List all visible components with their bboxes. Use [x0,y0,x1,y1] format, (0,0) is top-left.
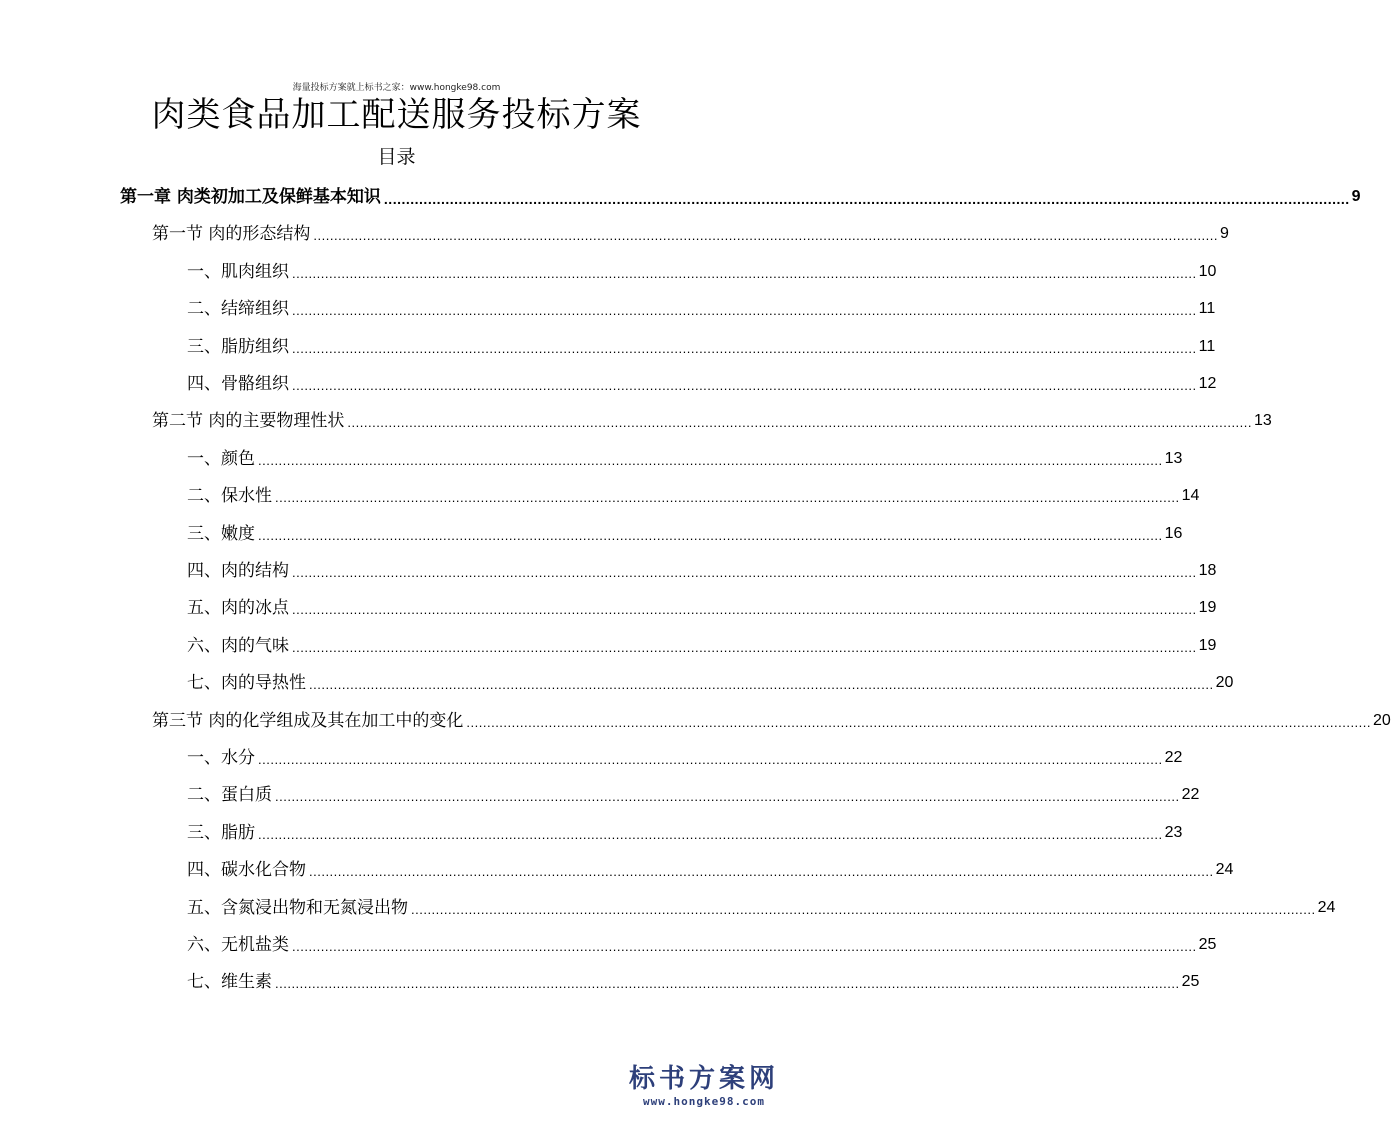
toc-entry-page-number: 14 [1181,487,1200,505]
toc-entry-label: 五、肉的冰点 [187,598,289,619]
toc-entry[interactable] [187,552,1217,582]
toc-entry-label: 一、颜色 [187,448,255,469]
toc-entry-page-number: 19 [1198,636,1217,654]
toc-entry[interactable] [152,702,1391,732]
document-title: 肉类食品加工配送服务投标方案 [151,95,642,135]
header-note: 海量投标方案就上标书之家：www.hongke98.com [292,83,501,93]
toc-entry-label: 三、嫩度 [187,523,255,544]
toc-dot-leader: ............................................................................................................................................................................................................................ [309,677,1214,693]
watermark-brand: 标书方案网 [629,1064,780,1094]
toc-entry-page-number: 11 [1198,337,1216,355]
toc-entry-page-number: 19 [1198,599,1217,617]
toc-entry-label: 三、脂肪组织 [187,336,289,357]
toc-dot-leader: ............................................................................................................................................................................................................................ [258,826,1163,842]
toc-dot-leader: ............................................................................................................................................................................................................................ [292,639,1197,655]
toc-entry[interactable] [187,963,1200,993]
toc-entry-label: 七、维生素 [187,972,272,993]
toc-entry[interactable] [187,365,1217,395]
toc-entry-label: 六、肉的气味 [187,635,289,656]
toc-entry-page-number: 24 [1317,898,1336,916]
toc-dot-leader: ............................................................................................................................................................................................................................ [258,752,1163,767]
toc-dot-leader: ............................................................................................................................................................................................................................ [466,714,1372,730]
toc-dot-leader: ............................................................................................................................................................................................................................ [275,490,1180,506]
toc-entry[interactable] [187,589,1217,619]
toc-entry-label: 一、水分 [187,748,255,768]
toc-entry[interactable] [187,253,1217,283]
toc-entry-label: 二、保水性 [187,486,272,507]
toc-entry[interactable] [120,178,1361,208]
toc-entry[interactable] [187,627,1217,657]
toc-entry-page-number: 9 [1351,188,1361,205]
toc-entry-page-number: 25 [1198,936,1217,953]
toc-dot-leader: ............................................................................................................................................................................................................................ [292,340,1197,356]
toc-dot-leader: ............................................................................................................................................................................................................................ [292,378,1197,393]
toc-dot-leader: ............................................................................................................................................................................................................................ [313,228,1219,244]
toc-dot-leader: ............................................................................................................................................................................................................................ [258,452,1163,468]
toc-entry-page-number: 12 [1198,375,1217,392]
toc-entry-label: 五、含氮浸出物和无氮浸出物 [187,897,408,918]
watermark-url: www.hongke98.com [643,1095,765,1108]
toc-entry-page-number: 20 [1373,711,1391,729]
toc-entry-page-number: 13 [1164,449,1183,467]
toc-dot-leader: ............................................................................................................................................................................................................................ [292,265,1197,281]
toc-entry-page-number: 11 [1198,300,1216,318]
toc-entry-label: 第三节 肉的化学组成及其在加工中的变化 [152,710,464,731]
toc-entry-label: 第一章 肉类初加工及保鲜基本知识 [120,187,381,207]
toc-entry-page-number: 16 [1164,524,1183,542]
toc-entry-label: 一、肌肉组织 [187,261,289,282]
toc-entry[interactable] [152,402,1272,432]
toc-entry-label: 六、无机盐类 [187,935,289,955]
toc-entry[interactable] [187,889,1336,919]
toc-entry-page-number: 22 [1164,749,1183,766]
toc-entry-label: 第一节 肉的形态结构 [152,224,311,245]
toc-entry-label: 七、肉的导热性 [187,673,306,694]
toc-heading: 目录 [377,146,416,168]
toc-entry[interactable] [187,440,1183,470]
toc-dot-leader: ............................................................................................................................................................................................................................ [347,415,1253,431]
toc-entry[interactable] [187,851,1234,881]
toc-entry[interactable] [187,328,1216,358]
toc-entry-page-number: 22 [1181,786,1200,804]
toc-entry-label: 四、碳水化合物 [187,860,306,881]
toc-entry[interactable] [187,664,1234,694]
toc-entry-page-number: 24 [1215,861,1234,879]
toc-entry-page-number: 23 [1164,823,1183,841]
toc-dot-leader: ............................................................................................................................................................................................................................ [292,939,1197,954]
toc-entry-page-number: 9 [1220,225,1229,243]
toc-entry-label: 四、肉的结构 [187,561,289,581]
toc-dot-leader: ............................................................................................................................................................................................................................ [275,789,1180,805]
toc-entry-label: 四、骨骼组织 [187,374,289,394]
toc-entry-page-number: 20 [1215,674,1234,692]
toc-entry[interactable] [152,215,1229,245]
toc-dot-leader: ............................................................................................................................................................................................................................ [258,527,1163,543]
toc-entry[interactable] [187,814,1183,844]
toc-entry[interactable] [187,515,1183,545]
toc-entry[interactable] [187,926,1217,956]
toc-entry-label: 第二节 肉的主要物理性状 [152,411,345,432]
toc-dot-leader: ............................................................................................................................................................................................................................ [292,565,1197,580]
toc-entry[interactable] [187,477,1200,507]
toc-entry-page-number: 10 [1198,262,1217,280]
toc-entry[interactable] [187,776,1200,806]
toc-entry[interactable] [187,290,1216,320]
toc-entry-label: 二、蛋白质 [187,785,272,806]
toc-entry-page-number: 18 [1198,562,1217,579]
toc-dot-leader: ............................................................................................................................................................................................................................ [411,901,1316,917]
toc-entry-label: 二、结缔组织 [187,299,289,320]
watermark-logo [629,1063,779,1108]
toc-dot-leader: ............................................................................................................................................................................................................................ [275,976,1180,992]
toc-entry-page-number: 25 [1181,973,1200,991]
toc-dot-leader: ............................................................................................................................................................................................................................ [292,303,1197,319]
toc-entry[interactable] [187,739,1183,769]
toc-dot-leader: ............................................................................................................................................................................................................................ [292,602,1197,618]
toc-entry-label: 三、脂肪 [187,822,255,843]
toc-dot-leader: ............................................................................................................................................................................................................................ [383,191,1350,207]
toc-entry-page-number: 13 [1254,412,1272,430]
toc-dot-leader: ............................................................................................................................................................................................................................ [309,864,1214,880]
